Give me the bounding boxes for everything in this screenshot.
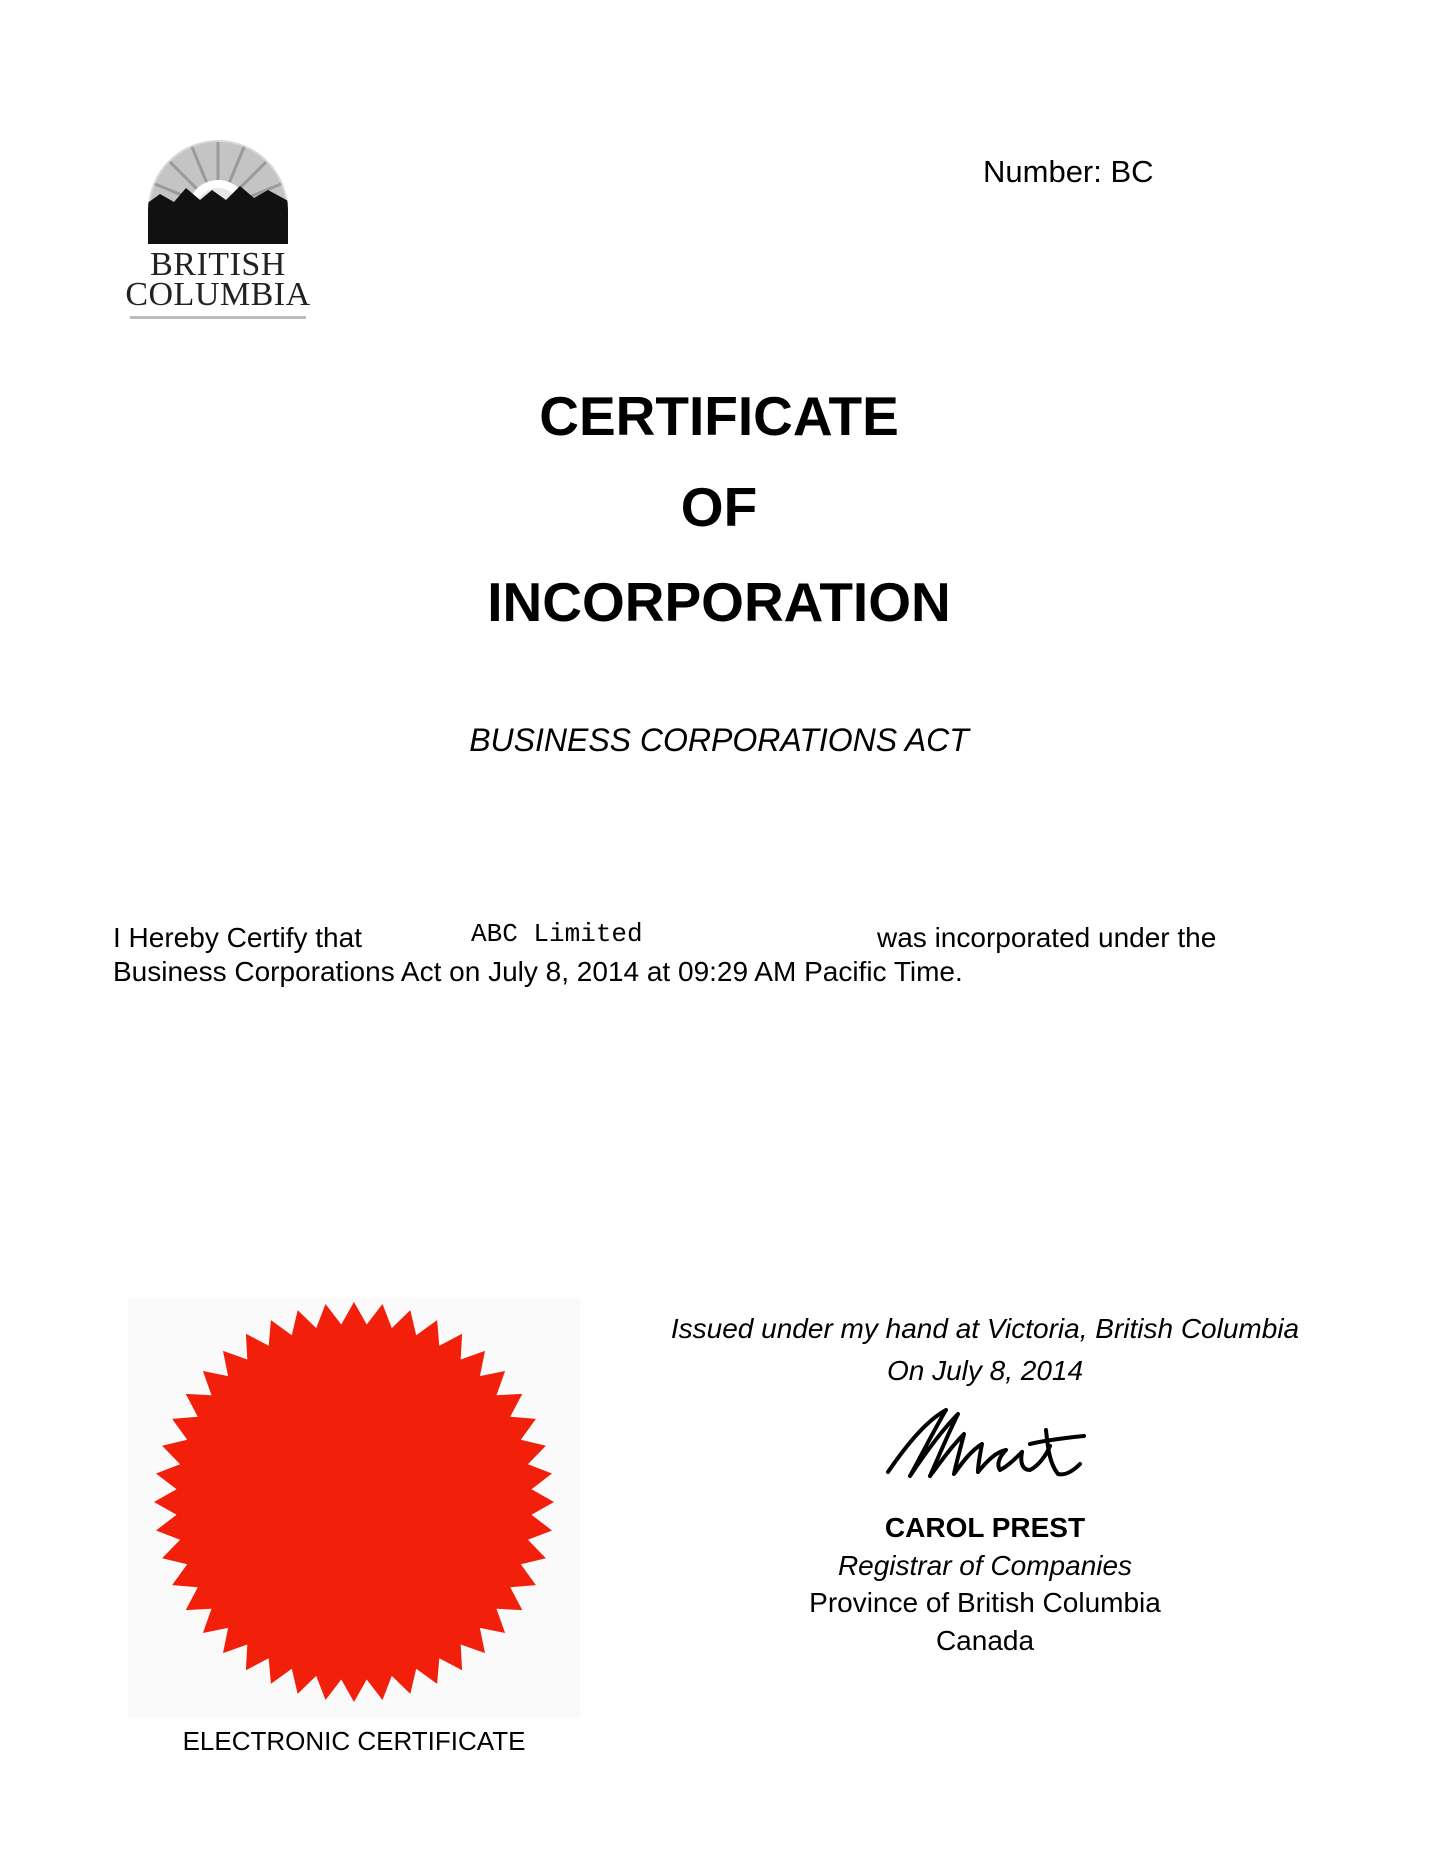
issued-date: On July 8, 2014 [886, 1355, 1084, 1386]
registrar-province: Province of British Columbia [809, 1587, 1161, 1618]
issued-place: Issued under my hand at Victoria, British Columbia [670, 1313, 1300, 1344]
red-seal-icon [128, 1298, 580, 1718]
sun-mountain-emblem-icon [146, 140, 290, 244]
title-line-incorporation: INCORPORATION [487, 571, 951, 633]
certificate-number: Number: BC [983, 154, 1154, 189]
registrar-signature [880, 1400, 1090, 1490]
logo-text-line1: BRITISH [150, 246, 286, 283]
seal-caption: ELECTRONIC CERTIFICATE [182, 1726, 526, 1756]
british-columbia-logo [118, 140, 318, 325]
registrar-country: Canada [935, 1625, 1035, 1656]
logo-text-line2: COLUMBIA [125, 276, 311, 313]
certify-prefix: I Hereby Certify that [113, 922, 362, 953]
title-line-certificate: CERTIFICATE [539, 385, 899, 447]
electronic-seal [128, 1298, 580, 1718]
registrar-name: CAROL PREST [884, 1512, 1086, 1543]
certify-statement-line2: Business Corporations Act on July 8, 2014 at 09:29 AM Pacific Time. [113, 956, 963, 987]
logo-underline [130, 316, 306, 319]
handwritten-signature-icon [880, 1400, 1090, 1490]
title-line-of: OF [680, 476, 758, 538]
act-name: BUSINESS CORPORATIONS ACT [469, 722, 969, 758]
company-name: ABC Limited [471, 919, 643, 949]
registrar-title: Registrar of Companies [837, 1550, 1133, 1581]
certify-suffix: was incorporated under the [877, 922, 1217, 953]
